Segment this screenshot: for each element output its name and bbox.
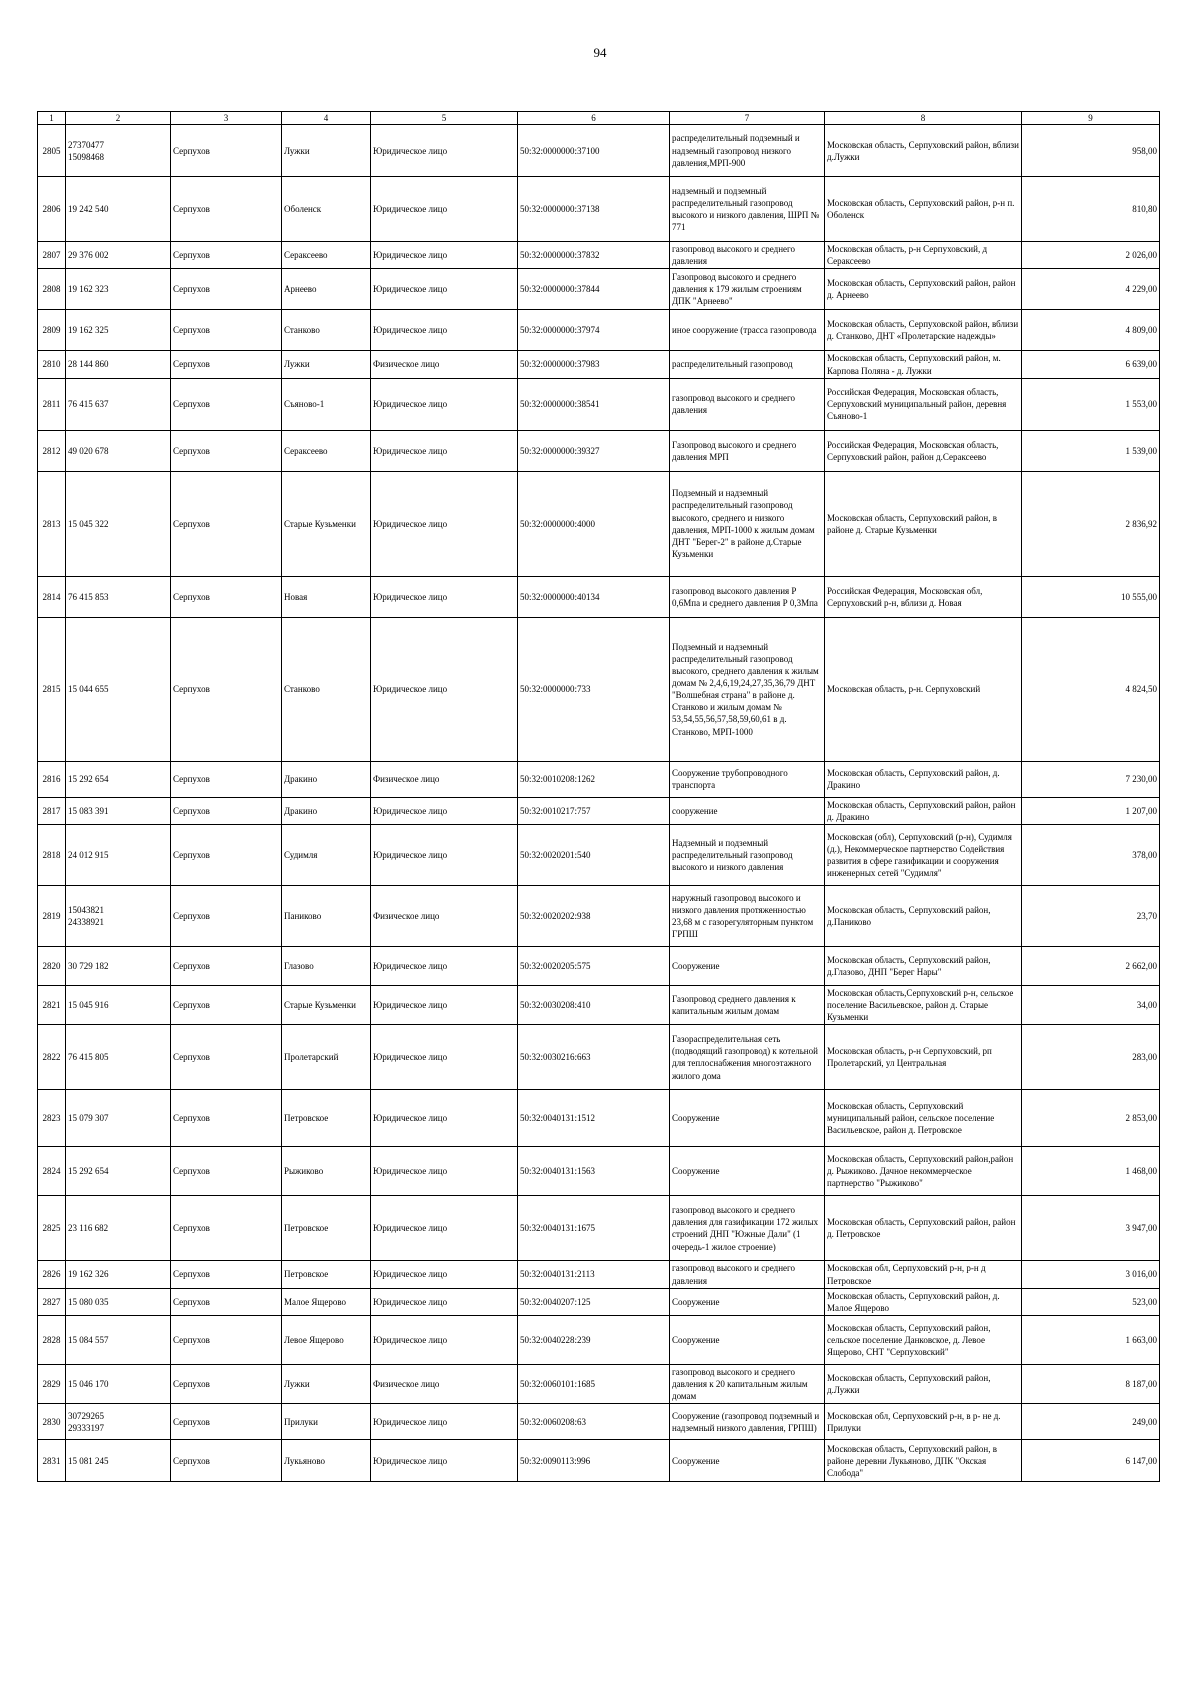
cell-cadastral-number: 50:32:0010217:757 (518, 797, 670, 824)
cell-row-number: 2827 (38, 1288, 66, 1315)
cell-description: распределительный газопровод (670, 351, 825, 378)
table-row (38, 1288, 1160, 1315)
cell-city: Серпухов (171, 1404, 282, 1440)
cell-locality: Лужки (282, 125, 371, 177)
cell-registry-id: 15 045 916 (66, 985, 171, 1024)
cell-value: 8 187,00 (1022, 1364, 1160, 1403)
cell-city: Серпухов (171, 430, 282, 471)
cell-address: Московская область, Серпуховский район, район д. Арнеево (825, 269, 1022, 310)
cell-description: надземный и подземный распределительный газопровод высокого и низкого давления, ШРП № 771 (670, 177, 825, 242)
cell-registry-id: 29 376 002 (66, 242, 171, 269)
cell-city: Серпухов (171, 269, 282, 310)
cell-cadastral-number: 50:32:0000000:37100 (518, 125, 670, 177)
cell-row-number: 2812 (38, 430, 66, 471)
table-row (38, 1404, 1160, 1440)
cell-registry-id: 23 116 682 (66, 1196, 171, 1261)
cell-row-number: 2830 (38, 1404, 66, 1440)
cell-city: Серпухов (171, 177, 282, 242)
cell-description: Сооружение (газопровод подземный и надземный низкого давления, ГРПШ) (670, 1404, 825, 1440)
table-row (38, 269, 1160, 310)
cell-row-number: 2820 (38, 946, 66, 985)
cell-address: Московская обл, Серпуховский р-н, в р- не д. Прилуки (825, 1404, 1022, 1440)
cell-locality: Арнеево (282, 269, 371, 310)
cell-registry-id: 30 729 182 (66, 946, 171, 985)
cell-registry-id: 15 081 245 (66, 1440, 171, 1482)
cell-address: Московская область, Серпуховский район, район д. Дракино (825, 797, 1022, 824)
table-row (38, 177, 1160, 242)
cell-row-number: 2825 (38, 1196, 66, 1261)
cell-registry-id: 15 292 654 (66, 761, 171, 797)
cell-registry-id: 15 045 322 (66, 471, 171, 576)
cell-registry-id: 28 144 860 (66, 351, 171, 378)
cell-value: 34,00 (1022, 985, 1160, 1024)
cell-address: Российская Федерация, Московская область, Серпуховский район, район д.Сераксеево (825, 430, 1022, 471)
cell-row-number: 2823 (38, 1090, 66, 1147)
cell-cadastral-number: 50:32:0000000:40134 (518, 576, 670, 617)
cell-address: Московская область, Серпуховской район, вблизи д. Станково, ДНТ «Пролетарские надежды» (825, 310, 1022, 351)
cell-value: 958,00 (1022, 125, 1160, 177)
table-row (38, 125, 1160, 177)
header-row (38, 112, 1160, 125)
cell-city: Серпухов (171, 1147, 282, 1196)
cell-city: Серпухов (171, 378, 282, 430)
cell-registry-id: 15043821 24338921 (66, 885, 171, 946)
cell-owner-type: Юридическое лицо (371, 1261, 518, 1288)
cell-locality: Старые Кузьменки (282, 985, 371, 1024)
cell-city: Серпухов (171, 824, 282, 885)
column-header: 4 (282, 112, 371, 125)
cell-city: Серпухов (171, 242, 282, 269)
cell-address: Московская область, Серпуховский район, д. Малое Ящерово (825, 1288, 1022, 1315)
cell-value: 2 662,00 (1022, 946, 1160, 985)
cell-registry-id: 19 162 325 (66, 310, 171, 351)
column-header: 2 (66, 112, 171, 125)
cell-owner-type: Юридическое лицо (371, 430, 518, 471)
cell-description: Подземный и надземный распределительный газопровод высокого, среднего и низкого давления, МРП-1000 к жилым домам ДНТ "Берег-2" в районе д.Старые Кузьменки (670, 471, 825, 576)
cell-locality: Дракино (282, 797, 371, 824)
cell-locality: Петровское (282, 1196, 371, 1261)
cell-cadastral-number: 50:32:0020205:575 (518, 946, 670, 985)
cell-locality: Лукьяново (282, 1440, 371, 1482)
cell-description: Сооружение (670, 1090, 825, 1147)
table-row (38, 985, 1160, 1024)
cell-cadastral-number: 50:32:0040228:239 (518, 1315, 670, 1364)
table-row (38, 1315, 1160, 1364)
cell-registry-id: 15 079 307 (66, 1090, 171, 1147)
cell-description: Сооружение (670, 1147, 825, 1196)
cell-description: Надземный и подземный распределительный газопровод высокого и низкого давления (670, 824, 825, 885)
cell-city: Серпухов (171, 1196, 282, 1261)
data-table (37, 111, 1160, 1482)
cell-cadastral-number: 50:32:0090113:996 (518, 1440, 670, 1482)
cell-city: Серпухов (171, 310, 282, 351)
cell-owner-type: Юридическое лицо (371, 378, 518, 430)
table-row (38, 1025, 1160, 1090)
cell-description: Сооружение (670, 1315, 825, 1364)
cell-address: Московская область, Серпуховский район, район д. Петровское (825, 1196, 1022, 1261)
cell-owner-type: Юридическое лицо (371, 177, 518, 242)
cell-description: Газопровод среднего давления к капитальным жилым домам (670, 985, 825, 1024)
cell-cadastral-number: 50:32:0000000:4000 (518, 471, 670, 576)
cell-owner-type: Юридическое лицо (371, 242, 518, 269)
cell-locality: Сераксеево (282, 242, 371, 269)
cell-locality: Прилуки (282, 1404, 371, 1440)
cell-cadastral-number: 50:32:0030216:663 (518, 1025, 670, 1090)
cell-cadastral-number: 50:32:0000000:37844 (518, 269, 670, 310)
cell-owner-type: Физическое лицо (371, 351, 518, 378)
cell-owner-type: Юридическое лицо (371, 471, 518, 576)
cell-owner-type: Юридическое лицо (371, 1025, 518, 1090)
cell-cadastral-number: 50:32:0000000:37974 (518, 310, 670, 351)
column-header: 6 (518, 112, 670, 125)
cell-value: 6 147,00 (1022, 1440, 1160, 1482)
cell-locality: Рыжиково (282, 1147, 371, 1196)
cell-registry-id: 15 292 654 (66, 1147, 171, 1196)
column-header: 1 (38, 112, 66, 125)
cell-row-number: 2826 (38, 1261, 66, 1288)
cell-cadastral-number: 50:32:0010208:1262 (518, 761, 670, 797)
cell-description: газопровод высокого давления Р 0,6Мпа и среднего давления Р 0,3Мпа (670, 576, 825, 617)
cell-cadastral-number: 50:32:0000000:37138 (518, 177, 670, 242)
cell-description: Газораспределительная сеть (подводящий газопровод) к котельной для теплоснабжения многоэтажного жилого дома (670, 1025, 825, 1090)
cell-cadastral-number: 50:32:0000000:38541 (518, 378, 670, 430)
cell-city: Серпухов (171, 471, 282, 576)
cell-cadastral-number: 50:32:0040131:1512 (518, 1090, 670, 1147)
cell-value: 1 553,00 (1022, 378, 1160, 430)
cell-cadastral-number: 50:32:0040131:1563 (518, 1147, 670, 1196)
cell-locality: Малое Ящерово (282, 1288, 371, 1315)
cell-registry-id: 15 044 655 (66, 617, 171, 761)
cell-address: Московская область, Серпуховский район, сельское поселение Данковское, д. Левое Ящерово, СНТ "Серпуховский" (825, 1315, 1022, 1364)
cell-locality: Петровское (282, 1090, 371, 1147)
cell-registry-id: 19 242 540 (66, 177, 171, 242)
cell-address: Российская Федерация, Московская обл, Серпуховский р-н, вблизи д. Новая (825, 576, 1022, 617)
cell-value: 2 026,00 (1022, 242, 1160, 269)
table-body (38, 125, 1160, 1482)
cell-owner-type: Юридическое лицо (371, 1090, 518, 1147)
cell-registry-id: 15 080 035 (66, 1288, 171, 1315)
cell-registry-id: 76 415 805 (66, 1025, 171, 1090)
cell-address: Московская область, Серпуховский муниципальный район, сельское поселение Васильевское, район д. Петровское (825, 1090, 1022, 1147)
cell-city: Серпухов (171, 1025, 282, 1090)
table-row (38, 824, 1160, 885)
cell-locality: Петровское (282, 1261, 371, 1288)
cell-cadastral-number: 50:32:0000000:39327 (518, 430, 670, 471)
cell-cadastral-number: 50:32:0000000:37832 (518, 242, 670, 269)
table-row (38, 242, 1160, 269)
cell-city: Серпухов (171, 1440, 282, 1482)
cell-description: газопровод высокого и среднего давления для газификации 172 жилых строений ДНП "Южные Дали" (1 очередь-1 жилое строение) (670, 1196, 825, 1261)
cell-value: 3 947,00 (1022, 1196, 1160, 1261)
cell-row-number: 2809 (38, 310, 66, 351)
cell-address: Московская область, Серпуховский район, р-н п. Оболенск (825, 177, 1022, 242)
cell-row-number: 2828 (38, 1315, 66, 1364)
table-row (38, 378, 1160, 430)
cell-locality: Лужки (282, 1364, 371, 1403)
cell-row-number: 2810 (38, 351, 66, 378)
cell-cadastral-number: 50:32:0030208:410 (518, 985, 670, 1024)
cell-registry-id: 15 083 391 (66, 797, 171, 824)
cell-value: 523,00 (1022, 1288, 1160, 1315)
cell-owner-type: Юридическое лицо (371, 310, 518, 351)
cell-city: Серпухов (171, 985, 282, 1024)
cell-value: 1 663,00 (1022, 1315, 1160, 1364)
cell-row-number: 2808 (38, 269, 66, 310)
cell-row-number: 2816 (38, 761, 66, 797)
cell-owner-type: Юридическое лицо (371, 797, 518, 824)
cell-cadastral-number: 50:32:0040207:125 (518, 1288, 670, 1315)
cell-owner-type: Юридическое лицо (371, 824, 518, 885)
cell-city: Серпухов (171, 1090, 282, 1147)
cell-city: Серпухов (171, 125, 282, 177)
table-row (38, 351, 1160, 378)
cell-value: 1 468,00 (1022, 1147, 1160, 1196)
cell-registry-id: 30729265 29333197 (66, 1404, 171, 1440)
cell-city: Серпухов (171, 576, 282, 617)
cell-cadastral-number: 50:32:0020202:938 (518, 885, 670, 946)
cell-value: 4 229,00 (1022, 269, 1160, 310)
cell-owner-type: Юридическое лицо (371, 617, 518, 761)
cell-owner-type: Юридическое лицо (371, 576, 518, 617)
cell-row-number: 2829 (38, 1364, 66, 1403)
cell-description: газопровод высокого и среднего давления (670, 1261, 825, 1288)
cell-cadastral-number: 50:32:0020201:540 (518, 824, 670, 885)
cell-row-number: 2814 (38, 576, 66, 617)
cell-address: Московская область, Серпуховский район, д.Лужки (825, 1364, 1022, 1403)
column-header: 5 (371, 112, 518, 125)
cell-locality: Станково (282, 310, 371, 351)
cell-row-number: 2811 (38, 378, 66, 430)
table-row (38, 1440, 1160, 1482)
cell-address: Московская область, р-н Серпуховский, д Сераксеево (825, 242, 1022, 269)
cell-description: Сооружение (670, 946, 825, 985)
cell-locality: Старые Кузьменки (282, 471, 371, 576)
cell-registry-id: 19 162 323 (66, 269, 171, 310)
cell-cadastral-number: 50:32:0060101:1685 (518, 1364, 670, 1403)
cell-description: иное сооружение (трасса газопровода (670, 310, 825, 351)
cell-owner-type: Юридическое лицо (371, 1404, 518, 1440)
cell-locality: Дракино (282, 761, 371, 797)
cell-address: Московская область, Серпуховский район, д.Паниково (825, 885, 1022, 946)
table-row (38, 471, 1160, 576)
cell-description: газопровод высокого и среднего давления к 20 капитальным жилым домам (670, 1364, 825, 1403)
cell-owner-type: Юридическое лицо (371, 125, 518, 177)
cell-locality: Судимля (282, 824, 371, 885)
cell-description: сооружение (670, 797, 825, 824)
column-header: 9 (1022, 112, 1160, 125)
cell-locality: Пролетарский (282, 1025, 371, 1090)
cell-row-number: 2807 (38, 242, 66, 269)
table-row (38, 1261, 1160, 1288)
cell-city: Серпухов (171, 946, 282, 985)
cell-address: Московская область, Серпуховский район,район д. Рыжиково. Дачное некоммерческое партнерство "Рыжиково" (825, 1147, 1022, 1196)
cell-registry-id: 76 415 637 (66, 378, 171, 430)
cell-address: Московская (обл), Серпуховский (р-н), Судимля (д.), Некоммерческое партнерство Содействия развития в сфере газификации и сооружения инженерных сетей "Судимля" (825, 824, 1022, 885)
cell-city: Серпухов (171, 1288, 282, 1315)
cell-owner-type: Юридическое лицо (371, 1196, 518, 1261)
cell-registry-id: 24 012 915 (66, 824, 171, 885)
cell-locality: Станково (282, 617, 371, 761)
cell-description: газопровод высокого и среднего давления (670, 242, 825, 269)
cell-city: Серпухов (171, 1315, 282, 1364)
cell-value: 7 230,00 (1022, 761, 1160, 797)
cell-address: Московская область, Серпуховский район, д.Глазово, ДНП "Берег Нары" (825, 946, 1022, 985)
cell-row-number: 2831 (38, 1440, 66, 1482)
cell-row-number: 2815 (38, 617, 66, 761)
cell-description: Сооружение (670, 1288, 825, 1315)
cell-registry-id: 15 084 557 (66, 1315, 171, 1364)
cell-value: 2 836,92 (1022, 471, 1160, 576)
cell-value: 1 207,00 (1022, 797, 1160, 824)
cell-address: Российская Федерация, Московская область, Серпуховский муниципальный район, деревня Съяново-1 (825, 378, 1022, 430)
cell-description: наружный газопровод высокого и низкого давления протяженностью 23,68 м с газорегуляторным пунктом ГРПШ (670, 885, 825, 946)
cell-cadastral-number: 50:32:0040131:2113 (518, 1261, 670, 1288)
cell-description: Подземный и надземный распределительный газопровод высокого, среднего давления к жилым домам № 2,4,6,19,24,27,35,36,79 ДНТ "Волшебная страна" в районе д. Станково и жилым домам № 53,54,55,56,57,58,59,60,61 в д. Станково, МРП-1000 (670, 617, 825, 761)
table-row (38, 310, 1160, 351)
cell-row-number: 2806 (38, 177, 66, 242)
cell-registry-id: 76 415 853 (66, 576, 171, 617)
cell-value: 10 555,00 (1022, 576, 1160, 617)
cell-address: Московская область, Серпуховский район, в районе д. Старые Кузьменки (825, 471, 1022, 576)
table-row (38, 576, 1160, 617)
cell-address: Московская область, Серпуховский район, вблизи д.Лужки (825, 125, 1022, 177)
column-header: 8 (825, 112, 1022, 125)
cell-owner-type: Физическое лицо (371, 1364, 518, 1403)
cell-value: 378,00 (1022, 824, 1160, 885)
cell-value: 1 539,00 (1022, 430, 1160, 471)
cell-address: Московская область, р-н Серпуховский, рп Пролетарский, ул Центральная (825, 1025, 1022, 1090)
table-row (38, 885, 1160, 946)
cell-city: Серпухов (171, 351, 282, 378)
cell-address: Московская область, р-н. Серпуховский (825, 617, 1022, 761)
cell-row-number: 2817 (38, 797, 66, 824)
table-row (38, 1147, 1160, 1196)
cell-value: 6 639,00 (1022, 351, 1160, 378)
cell-row-number: 2819 (38, 885, 66, 946)
cell-city: Серпухов (171, 1364, 282, 1403)
cell-description: газопровод высокого и среднего давления (670, 378, 825, 430)
cell-value: 283,00 (1022, 1025, 1160, 1090)
cell-city: Серпухов (171, 761, 282, 797)
cell-value: 4 809,00 (1022, 310, 1160, 351)
cell-registry-id: 15 046 170 (66, 1364, 171, 1403)
cell-address: Московская область, Серпуховский район, д. Дракино (825, 761, 1022, 797)
cell-address: Московская область, Серпуховский район, м. Карпова Поляна - д. Лужки (825, 351, 1022, 378)
cell-city: Серпухов (171, 885, 282, 946)
cell-registry-id: 27370477 15098468 (66, 125, 171, 177)
cell-locality: Сераксеево (282, 430, 371, 471)
cell-city: Серпухов (171, 1261, 282, 1288)
table-row (38, 1196, 1160, 1261)
cell-description: Сооружение (670, 1440, 825, 1482)
cell-address: Московская область,Серпуховский р-н, сельское поселение Васильевское, район д. Старые Кузьменки (825, 985, 1022, 1024)
cell-city: Серпухов (171, 797, 282, 824)
cell-owner-type: Юридическое лицо (371, 1440, 518, 1482)
table-row (38, 1090, 1160, 1147)
cell-registry-id: 49 020 678 (66, 430, 171, 471)
cell-locality: Паниково (282, 885, 371, 946)
cell-locality: Лужки (282, 351, 371, 378)
table-row (38, 761, 1160, 797)
cell-registry-id: 19 162 326 (66, 1261, 171, 1288)
cell-locality: Глазово (282, 946, 371, 985)
cell-row-number: 2813 (38, 471, 66, 576)
cell-description: Газопровод высокого и среднего давления МРП (670, 430, 825, 471)
page-number: 94 (593, 45, 607, 60)
cell-owner-type: Юридическое лицо (371, 985, 518, 1024)
cell-row-number: 2805 (38, 125, 66, 177)
cell-value: 23,70 (1022, 885, 1160, 946)
cell-city: Серпухов (171, 617, 282, 761)
cell-cadastral-number: 50:32:0040131:1675 (518, 1196, 670, 1261)
table-row (38, 1364, 1160, 1403)
cell-description: распределительный подземный и надземный газопровод низкого давления,МРП-900 (670, 125, 825, 177)
cell-owner-type: Юридическое лицо (371, 1315, 518, 1364)
table-row (38, 797, 1160, 824)
cell-owner-type: Юридическое лицо (371, 269, 518, 310)
cell-locality: Оболенск (282, 177, 371, 242)
cell-row-number: 2824 (38, 1147, 66, 1196)
cell-address: Московская обл, Серпуховский р-н, р-н д Петровское (825, 1261, 1022, 1288)
cell-row-number: 2822 (38, 1025, 66, 1090)
cell-address: Московская область, Серпуховский район, в районе деревни Лукьяново, ДПК "Окская Слобода" (825, 1440, 1022, 1482)
table-row (38, 430, 1160, 471)
cell-owner-type: Физическое лицо (371, 885, 518, 946)
cell-owner-type: Физическое лицо (371, 761, 518, 797)
cell-cadastral-number: 50:32:0000000:733 (518, 617, 670, 761)
table-row (38, 617, 1160, 761)
column-header: 3 (171, 112, 282, 125)
cell-value: 249,00 (1022, 1404, 1160, 1440)
cell-value: 2 853,00 (1022, 1090, 1160, 1147)
cell-cadastral-number: 50:32:0000000:37983 (518, 351, 670, 378)
cell-value: 3 016,00 (1022, 1261, 1160, 1288)
column-header: 7 (670, 112, 825, 125)
cell-locality: Новая (282, 576, 371, 617)
cell-row-number: 2818 (38, 824, 66, 885)
cell-row-number: 2821 (38, 985, 66, 1024)
cell-owner-type: Юридическое лицо (371, 1288, 518, 1315)
cell-locality: Съяново-1 (282, 378, 371, 430)
cell-value: 4 824,50 (1022, 617, 1160, 761)
cell-owner-type: Юридическое лицо (371, 946, 518, 985)
table-row (38, 946, 1160, 985)
cell-owner-type: Юридическое лицо (371, 1147, 518, 1196)
cell-description: Сооружение трубопроводного транспорта (670, 761, 825, 797)
cell-value: 810,80 (1022, 177, 1160, 242)
cell-cadastral-number: 50:32:0060208:63 (518, 1404, 670, 1440)
cell-locality: Левое Ящерово (282, 1315, 371, 1364)
cell-description: Газопровод высокого и среднего давления к 179 жилым строениям ДПК "Арнеево" (670, 269, 825, 310)
